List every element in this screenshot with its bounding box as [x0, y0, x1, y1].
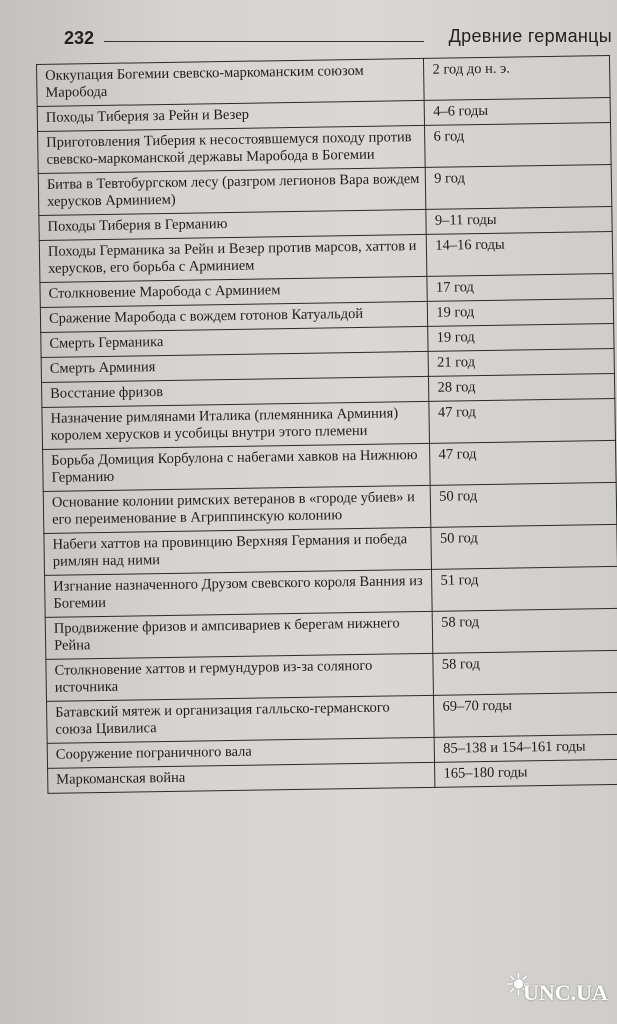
event-cell: Маркоманская война	[48, 762, 436, 793]
event-cell: Батавский мятеж и организация галльско-германского союза Цивилиса	[47, 695, 435, 743]
watermark-text: UNC.UA	[523, 980, 608, 1005]
event-cell: Смерть Германика	[41, 326, 429, 357]
sun-icon: ☀	[505, 968, 532, 1003]
date-cell: 2 год до н. э.	[424, 55, 610, 100]
date-cell: 50 год	[431, 524, 617, 569]
event-cell: Походы Германика за Рейн и Везер против марсов, хаттов и херусков, его борьба с Арминием	[39, 234, 427, 282]
date-cell: 47 год	[430, 440, 616, 485]
watermark	[505, 962, 615, 1018]
page-number: 232	[64, 28, 95, 48]
chronology-table	[36, 55, 617, 794]
date-cell: 4–6 годы	[424, 97, 610, 125]
date-cell: 28 год	[429, 373, 615, 401]
event-cell: Сооружение пограничного вала	[47, 737, 435, 768]
date-cell: 19 год	[428, 298, 614, 326]
date-cell: 51 год	[432, 566, 617, 611]
chronology-table-body	[37, 55, 617, 793]
event-cell: Назначение римлянами Италика (племянника Арминия) королем херусков и усобицы внутри этого племени	[42, 401, 430, 449]
event-cell: Набеги хаттов на провинцию Верхняя Германия и победа римлян над ними	[44, 527, 432, 575]
date-cell: 17 год	[427, 273, 613, 301]
event-cell: Восстание фризов	[42, 376, 430, 407]
date-cell: 165–180 годы	[435, 759, 617, 787]
date-cell: 69–70 годы	[434, 692, 617, 737]
event-cell: Оккупация Богемии свевско-маркоманским союзом Маробода	[37, 58, 425, 106]
event-cell: Битва в Тевтобургском лесу (разгром легионов Вара вождем херусков Арминием)	[38, 167, 426, 215]
date-cell: 50 год	[431, 482, 617, 527]
date-cell: 6 год	[425, 122, 611, 167]
event-cell: Изгнание назначенного Друзом свевского короля Ванния из Богемии	[45, 569, 433, 617]
event-cell: Основание колонии римских ветеранов в «городе убиев» и его переименование в Агриппинскую колонию	[43, 485, 431, 533]
date-cell: 47 год	[429, 398, 615, 443]
event-cell: Столкновение Маробода с Арминием	[40, 276, 428, 307]
event-cell: Смерть Арминия	[41, 351, 429, 382]
event-cell: Продвижение фризов и ампсивариев к берегам нижнего Рейна	[45, 611, 433, 659]
event-cell: Борьба Домиция Корбулона с набегами хавков на Нижнюю Германию	[43, 443, 431, 491]
date-cell: 9–11 годы	[426, 206, 612, 234]
event-cell: Походы Тиберия за Рейн и Везер	[37, 100, 425, 131]
event-cell: Сражение Маробода с вождем готонов Катуальдой	[40, 301, 428, 332]
date-cell: 9 год	[426, 164, 612, 209]
event-cell: Столкновение хаттов и гермундуров из-за соляного источника	[46, 653, 434, 701]
event-cell: Походы Тиберия в Германию	[39, 209, 427, 240]
header-rule	[104, 41, 424, 42]
date-cell: 14–16 годы	[427, 231, 613, 276]
date-cell: 58 год	[433, 650, 617, 695]
book-title: Древние германцы	[448, 26, 612, 46]
date-cell: 58 год	[433, 608, 617, 653]
date-cell: 21 год	[428, 348, 614, 376]
date-cell: 19 год	[428, 323, 614, 351]
event-cell: Приготовления Тиберия к несостоявшемуся походу против свевско-маркоманской державы Маробода в Богемии	[38, 125, 426, 173]
date-cell: 85–138 и 154–161 годы	[435, 734, 617, 762]
